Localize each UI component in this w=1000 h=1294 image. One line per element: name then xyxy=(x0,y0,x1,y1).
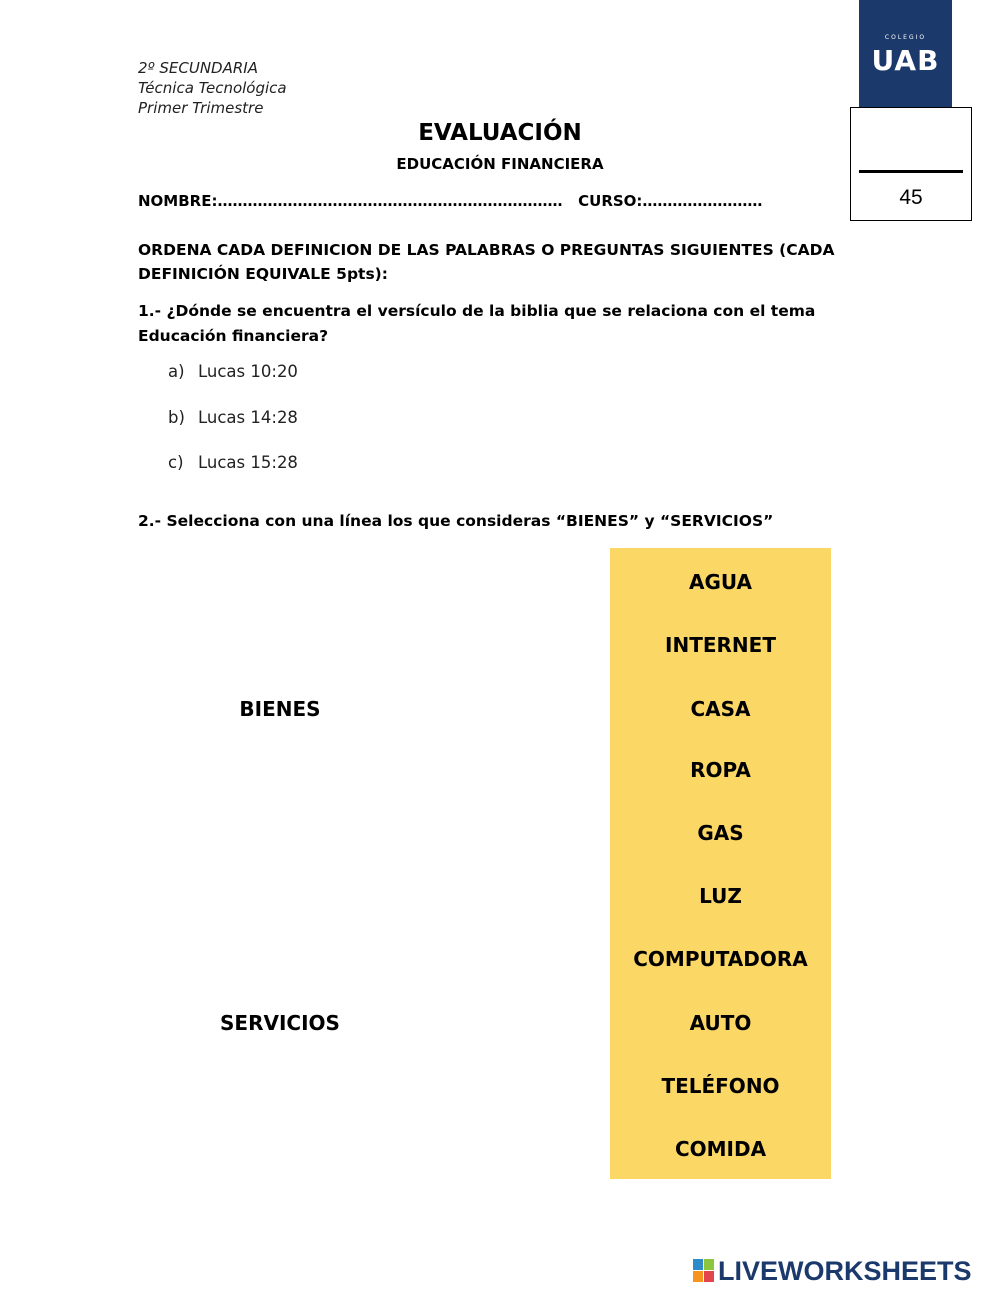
liveworksheets-text: LIVEWORKSHEETS xyxy=(718,1256,972,1286)
option-a[interactable] xyxy=(168,362,298,381)
instructions: ORDENA CADA DEFINICION DE LAS PALABRAS O PREGUNTAS SIGUIENTES (CADA DEFINICIÓN EQUIVALE 5pts): xyxy=(138,241,835,283)
question-2: 2.- Selecciona con una línea los que consideras “BIENES” y “SERVICIOS” xyxy=(138,512,774,530)
logo-brand: UAB xyxy=(871,44,940,77)
option-letter: c) xyxy=(168,453,184,472)
category-servicios[interactable]: SERVICIOS xyxy=(220,1011,340,1035)
score-box xyxy=(850,107,972,221)
word-item[interactable]: AGUA xyxy=(689,570,752,594)
word-item[interactable]: LUZ xyxy=(699,884,742,908)
question-1: 1.- ¿Dónde se encuentra el versículo de la biblia que se relaciona con el tema Educación financiera? xyxy=(138,302,816,345)
option-c[interactable] xyxy=(168,453,298,472)
word-item[interactable]: GAS xyxy=(697,821,744,845)
category-bienes[interactable]: BIENES xyxy=(239,697,321,721)
course-info xyxy=(138,58,287,118)
word-item[interactable]: COMIDA xyxy=(674,1137,767,1161)
page-subtitle: EDUCACIÓN FINANCIERA xyxy=(396,155,604,173)
option-text: Lucas 14:28 xyxy=(198,408,298,427)
option-text: Lucas 10:20 xyxy=(198,362,298,381)
page-title: EVALUACIÓN xyxy=(418,120,582,146)
word-item[interactable]: TELÉFONO xyxy=(661,1074,780,1098)
option-letter: b) xyxy=(168,408,185,427)
word-item[interactable]: INTERNET xyxy=(665,633,776,657)
words-panel xyxy=(610,548,831,1179)
liveworksheets-logo xyxy=(693,1256,972,1287)
word-item[interactable]: COMPUTADORA xyxy=(633,947,808,971)
score-divider xyxy=(859,170,963,173)
score-value: 45 xyxy=(899,186,923,209)
word-item[interactable]: CASA xyxy=(690,697,751,721)
word-item[interactable]: AUTO xyxy=(689,1011,752,1035)
course-field[interactable]: CURSO:…………………… xyxy=(578,192,763,210)
student-fields xyxy=(138,192,850,210)
subject-text: Técnica Tecnológica xyxy=(138,79,287,97)
term-text: Primer Trimestre xyxy=(138,99,264,117)
option-text: Lucas 15:28 xyxy=(198,453,298,472)
option-b[interactable] xyxy=(168,408,298,427)
name-field[interactable]: NOMBRE:…………………………………………………………… xyxy=(138,192,563,210)
liveworksheets-cube-icon xyxy=(693,1259,715,1283)
option-letter: a) xyxy=(168,362,185,381)
logo-small-text: COLEGIO xyxy=(884,34,927,41)
school-logo xyxy=(859,0,952,108)
word-item[interactable]: ROPA xyxy=(690,758,751,782)
grade-text: 2º SECUNDARIA xyxy=(138,59,258,77)
